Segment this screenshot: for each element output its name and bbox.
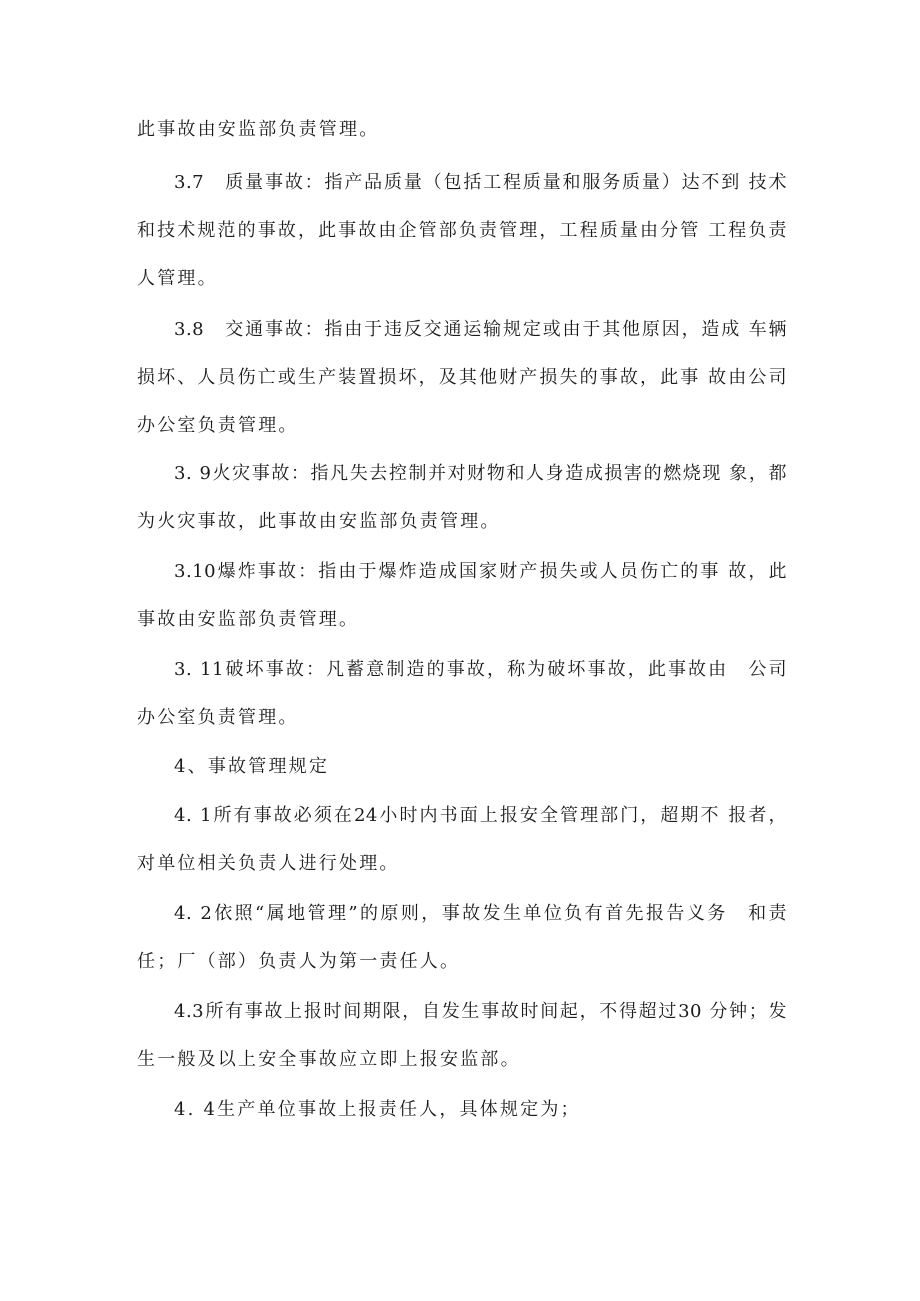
text-line: 办公室负责管理。: [137, 707, 299, 728]
text-line: 3.8 交通事故：指由于违反交通运输规定或由于其他原因，造成 车辆: [174, 319, 787, 340]
text-line: 为火灾事故，此事故由安监部负责管理。: [137, 511, 501, 532]
text-line: 此事故由安监部负责管理。: [137, 119, 380, 140]
text-line: 事故由安监部负责管理。: [137, 609, 360, 630]
text-line: 4. 2依照“属地管理”的原则，事故发生单位负有首先报告义务 和责: [174, 903, 787, 924]
text-line: 人管理。: [137, 268, 218, 289]
text-line: 和技术规范的事故，此事故由企管部负责管理，工程质量由分管 工程负责: [137, 220, 787, 241]
text-line: 3.10爆炸事故：指由于爆炸造成国家财产损失或人员伤亡的事 故，此: [174, 561, 787, 582]
text-line: 生一般及以上安全事故应立即上报安监部。: [137, 1049, 521, 1070]
text-line: 4. 4生产单位事故上报责任人，具体规定为；: [174, 1099, 581, 1120]
text-line: 3.7 质量事故：指产品质量（包括工程质量和服务质量）达不到 技术: [174, 172, 787, 193]
text-line: 对单位相关负责人进行处理。: [137, 853, 400, 874]
text-line: 任；厂（部）负责人为第一责任人。: [137, 951, 461, 972]
text-line: 办公室负责管理。: [137, 415, 299, 436]
section-heading: 4、事故管理规定: [174, 756, 330, 777]
text-line: 4.3所有事故上报时间期限，自发生事故时间起，不得超过30 分钟；发: [174, 1001, 787, 1022]
text-line: 损坏、人员伤亡或生产装置损坏，及其他财产损失的事故，此事 故由公司: [137, 367, 787, 388]
text-line: 4. 1所有事故必须在24小时内书面上报安全管理部门，超期不 报者，: [174, 805, 787, 826]
text-line: 3. 11破坏事故：凡蓄意制造的事故，称为破坏事故，此事故由 公司: [174, 659, 787, 680]
text-line: 3. 9火灾事故：指凡失去控制并对财物和人身造成损害的燃烧现 象，都: [174, 463, 787, 484]
